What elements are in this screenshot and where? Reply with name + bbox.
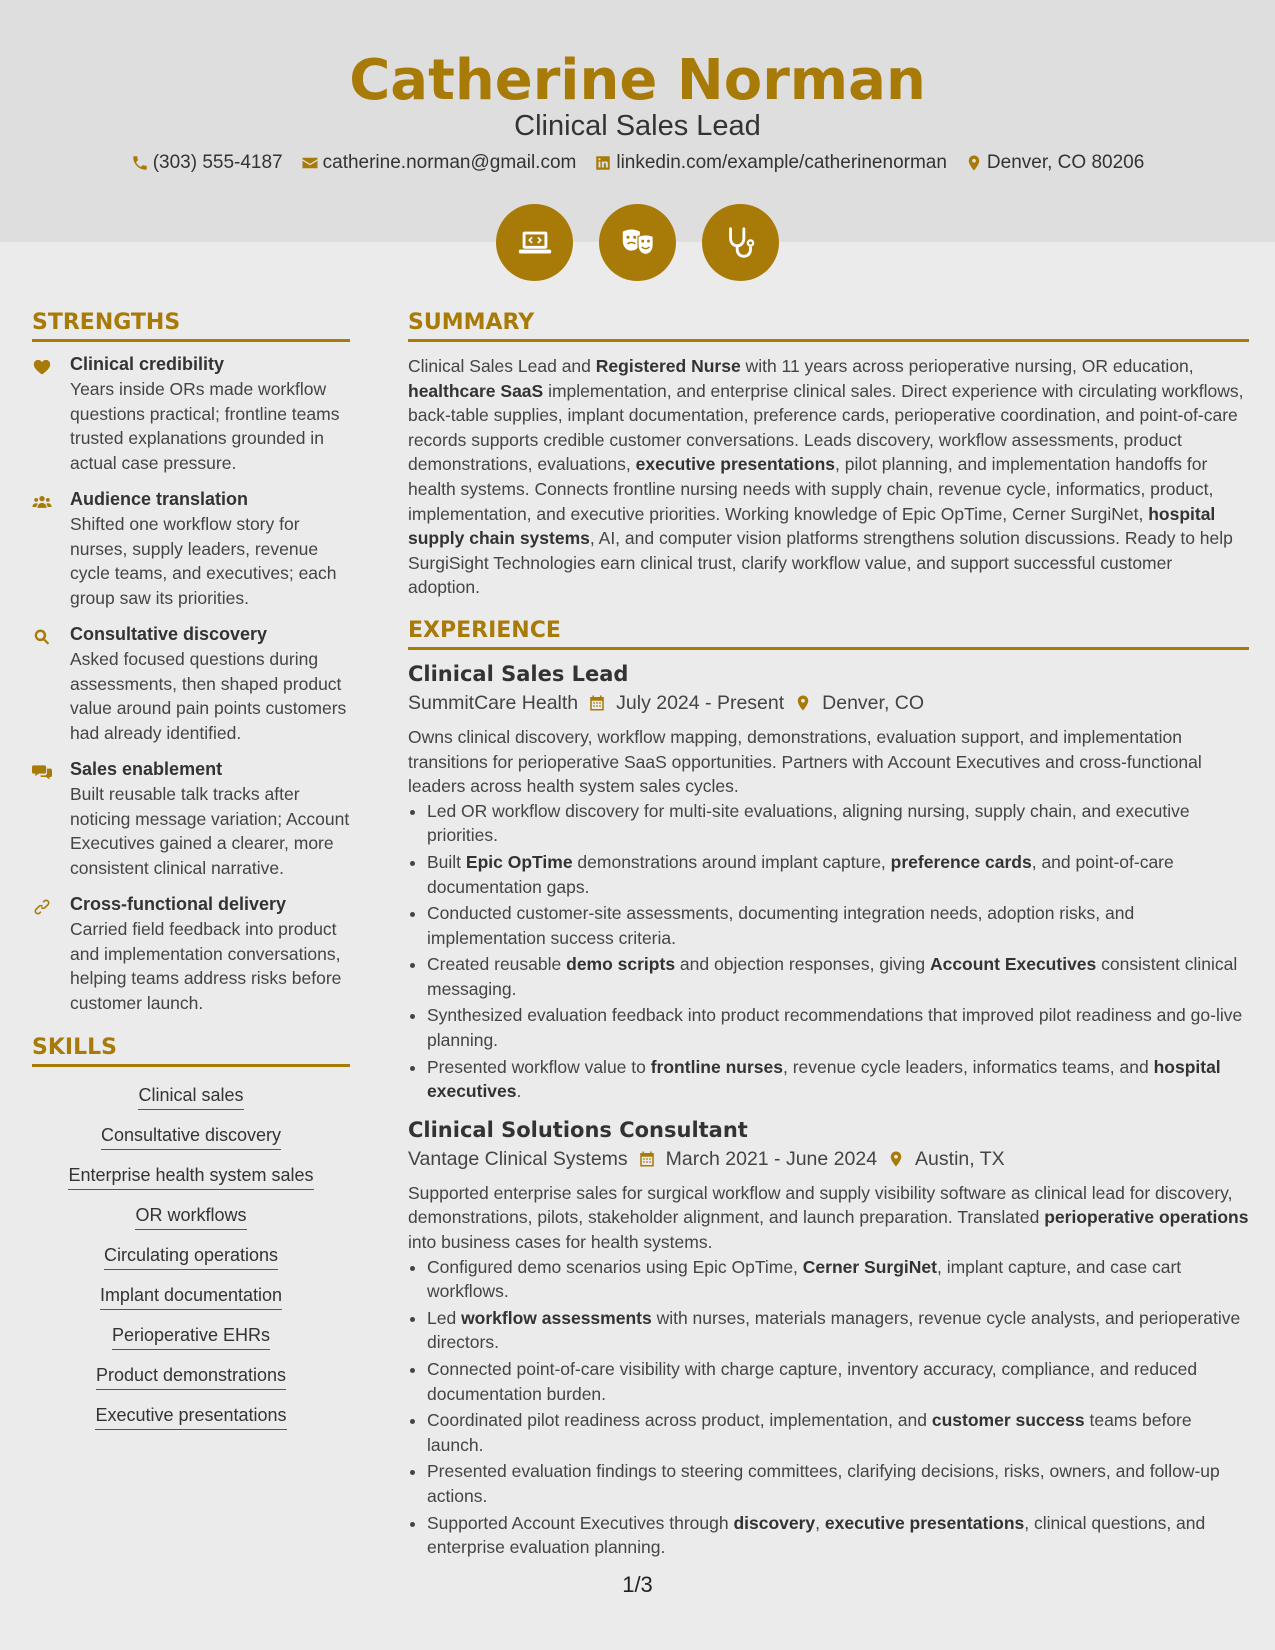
text-segment: demonstrations around implant capture, xyxy=(572,851,891,872)
strength-description: Shifted one workflow story for nurses, supply leaders, revenue cycle teams, and executives; each group saw its priorities. xyxy=(70,514,337,608)
text-segment: Connected point-of-care visibility with charge capture, inventory accuracy, compliance, and reduced documentation burden. xyxy=(427,1359,1198,1404)
text-segment: . xyxy=(516,1081,522,1102)
text-segment: , pilot planning, and implementation handoffs for health systems. Connects frontline nursing needs with supply chain, revenue cycle, informatics, product, implementation, and executive priorities. Working knowledge of Epic OpTime, Cerner SurgiNet, xyxy=(408,454,1214,524)
skill-item: Implant documentation xyxy=(100,1285,282,1310)
text-segment: , clinical questions, and enterprise evaluation planning. xyxy=(427,1512,1206,1558)
bullet-item xyxy=(427,901,1249,950)
skill-item: Executive presentations xyxy=(95,1405,286,1430)
page-number: 1/3 xyxy=(622,1572,653,1597)
company-name: Vantage Clinical Systems xyxy=(408,1147,628,1170)
text-segment: with nurses, materials managers, revenue cycle analysts, and perioperative directors. xyxy=(427,1307,1241,1353)
map-pin-icon xyxy=(887,1150,905,1168)
job-entry xyxy=(408,662,1249,1104)
text-segment: , AI, and computer vision platforms strengthens solution discussions. Ready to help SurgiSight Technologies earn clinical trust, clarify workflow value, and support successful customer adoption. xyxy=(408,528,1233,598)
search-icon xyxy=(32,624,56,745)
bold-text: healthcare SaaS xyxy=(408,380,544,401)
job-location: Denver, CO xyxy=(822,691,925,714)
email-text: catherine.norman@gmail.com xyxy=(322,152,577,173)
bold-text: preference cards xyxy=(890,851,1032,872)
bold-text: Registered Nurse xyxy=(595,356,741,376)
strength-description: Years inside ORs made workflow questions practical; frontline teams trusted explanations grounded in actual case pressure. xyxy=(70,379,340,473)
skills-heading: SKILLS xyxy=(32,1035,350,1067)
envelope-icon xyxy=(301,154,319,172)
text-segment: Built xyxy=(427,851,466,872)
location-text: Denver, CO 80206 xyxy=(986,152,1145,173)
strength-item xyxy=(32,489,350,610)
bullet-item xyxy=(427,1459,1249,1508)
text-segment: , and point-of-care documentation gaps. xyxy=(427,851,1174,897)
phone-icon xyxy=(131,154,149,172)
contact-email[interactable] xyxy=(301,152,577,174)
theater-masks-icon xyxy=(599,204,676,281)
company-name: SummitCare Health xyxy=(408,691,579,714)
phone-text: (303) 555-4187 xyxy=(152,152,283,173)
strength-description: Asked focused questions during assessments, then shaped product value around pain points customers had already identified. xyxy=(70,649,347,743)
job-dates: July 2024 - Present xyxy=(616,691,785,714)
stethoscope-icon xyxy=(702,204,779,281)
bold-text: executive presentations xyxy=(635,454,836,475)
text-segment: , xyxy=(815,1512,825,1533)
skill-item: Clinical sales xyxy=(138,1085,243,1110)
linkedin-icon xyxy=(594,154,612,172)
experience-heading: EXPERIENCE xyxy=(408,618,1249,650)
bold-text: customer success xyxy=(931,1410,1085,1431)
skill-item: Circulating operations xyxy=(104,1245,278,1270)
job-title: Clinical Sales Lead xyxy=(408,661,629,686)
calendar-icon xyxy=(588,694,606,712)
bullet-item xyxy=(427,1357,1249,1406)
job-meta xyxy=(408,1148,1249,1171)
job-description xyxy=(408,1181,1249,1255)
strengths-heading: STRENGTHS xyxy=(32,310,350,342)
skill-item: Enterprise health system sales xyxy=(68,1165,313,1190)
text-segment: into business cases for health systems. xyxy=(408,1232,713,1253)
bullet-item xyxy=(427,1306,1249,1355)
text-segment: Coordinated pilot readiness across product, implementation, and xyxy=(427,1410,932,1431)
summary-text xyxy=(408,354,1249,600)
text-segment: Clinical Sales Lead and xyxy=(408,356,596,376)
bold-text: Account Executives xyxy=(929,954,1097,975)
job-entry xyxy=(408,1118,1249,1560)
link-icon xyxy=(32,894,56,1015)
strength-title: Sales enablement xyxy=(70,759,223,779)
bold-text: perioperative operations xyxy=(1044,1207,1249,1228)
map-pin-icon xyxy=(965,154,983,172)
strengths-list xyxy=(32,354,350,1015)
text-segment: consistent clinical messaging. xyxy=(427,954,1238,999)
text-segment: Led xyxy=(427,1307,462,1328)
heart-icon xyxy=(32,354,56,475)
laptop-code-icon xyxy=(496,204,573,281)
text-segment: Led OR workflow discovery for multi-site evaluations, aligning nursing, supply chain, and executive priorities. xyxy=(427,800,1190,846)
summary-heading: SUMMARY xyxy=(408,310,1249,342)
job-bullets xyxy=(408,799,1249,1104)
job-location: Austin, TX xyxy=(915,1147,1005,1170)
text-segment: Created reusable xyxy=(427,954,567,975)
skill-item: Consultative discovery xyxy=(101,1125,281,1150)
text-segment: , revenue cycle leaders, informatics teams, and xyxy=(782,1056,1154,1077)
map-pin-icon xyxy=(794,694,812,712)
text-segment: Presented workflow value to xyxy=(427,1056,651,1077)
bold-text: hospital executives xyxy=(427,1056,1221,1102)
candidate-name: Catherine Norman xyxy=(349,48,926,113)
skill-item: OR workflows xyxy=(135,1205,246,1230)
strength-item xyxy=(32,624,350,745)
text-segment: , implant capture, and case cart workflows. xyxy=(427,1256,1182,1302)
contact-bar xyxy=(0,152,1275,174)
bold-text: executive presentations xyxy=(824,1512,1025,1533)
bold-text: discovery xyxy=(733,1512,816,1533)
bullet-item xyxy=(427,799,1249,848)
contact-phone[interactable] xyxy=(131,152,283,174)
right-column xyxy=(408,310,1249,1562)
job-meta xyxy=(408,692,1249,715)
text-segment: Configured demo scenarios using Epic OpTime, xyxy=(427,1256,803,1277)
bold-text: workflow assessments xyxy=(461,1307,652,1328)
bold-text: hospital supply chain systems xyxy=(408,503,1216,549)
job-title: Clinical Solutions Consultant xyxy=(408,1117,748,1142)
strength-item xyxy=(32,894,350,1015)
skills-list xyxy=(32,1085,350,1445)
calendar-icon xyxy=(638,1150,656,1168)
candidate-role: Clinical Sales Lead xyxy=(514,110,761,142)
experience-list xyxy=(408,662,1249,1560)
text-segment: and objection responses, giving xyxy=(675,954,930,975)
strength-item xyxy=(32,759,350,880)
text-segment: teams before launch. xyxy=(427,1410,1192,1455)
strength-title: Consultative discovery xyxy=(70,624,268,644)
strength-description: Carried field feedback into product and implementation conversations, helping teams address risks before customer launch. xyxy=(70,919,342,1013)
text-segment: Supported Account Executives through xyxy=(427,1512,734,1533)
strength-title: Clinical credibility xyxy=(70,354,225,374)
skill-item: Perioperative EHRs xyxy=(112,1325,270,1350)
strength-description: Built reusable talk tracks after noticing message variation; Account Executives gained a clearer, more consistent clinical narrative. xyxy=(70,784,350,878)
bullet-item xyxy=(427,850,1249,899)
text-segment: Presented evaluation findings to steering committees, clarifying decisions, risks, owners, and follow-up actions. xyxy=(427,1461,1220,1506)
bullet-item xyxy=(427,1003,1249,1052)
interest-icons xyxy=(0,204,1275,281)
bold-text: Epic OpTime xyxy=(465,851,573,872)
job-dates: March 2021 - June 2024 xyxy=(665,1147,878,1170)
bullet-item xyxy=(427,1511,1249,1560)
bold-text: demo scripts xyxy=(566,954,676,975)
linkedin-text: linkedin.com/example/catherinenorman xyxy=(616,152,947,173)
text-segment: Supported enterprise sales for surgical workflow and supply visibility software as clinical lead for discovery, demonstrations, pilots, stakeholder alignment, and launch preparation. Translated xyxy=(408,1182,1233,1228)
text-segment: Synthesized evaluation feedback into product recommendations that improved pilot readiness and go-live planning. xyxy=(427,1005,1243,1051)
bullet-item xyxy=(427,1255,1249,1304)
bullet-item xyxy=(427,1055,1249,1104)
left-column xyxy=(32,310,350,1445)
text-segment: with 11 years across perioperative nursing, OR education, xyxy=(740,356,1194,376)
skill-item: Product demonstrations xyxy=(96,1365,286,1390)
strength-title: Audience translation xyxy=(70,489,249,509)
contact-location xyxy=(965,152,1144,174)
bold-text: Cerner SurgiNet xyxy=(802,1256,937,1277)
job-description xyxy=(408,725,1249,799)
bold-text: frontline nurses xyxy=(650,1056,783,1077)
text-segment: Conducted customer-site assessments, documenting integration needs, adoption risks, and implementation success criteria. xyxy=(427,903,1135,948)
contact-linkedin[interactable] xyxy=(594,152,947,174)
strength-title: Cross-functional delivery xyxy=(70,894,287,914)
bullet-item xyxy=(427,952,1249,1001)
strength-item xyxy=(32,354,350,475)
comments-icon xyxy=(32,759,56,880)
text-segment: Owns clinical discovery, workflow mapping, demonstrations, evaluation support, and implementation transitions for perioperative SaaS opportunities. Partners with Account Executives and cross-functional leaders across health system sales cycles. xyxy=(408,726,1202,797)
job-bullets xyxy=(408,1255,1249,1560)
bullet-item xyxy=(427,1408,1249,1457)
users-icon xyxy=(32,489,56,610)
text-segment: implementation, and enterprise clinical sales. Direct experience with circulating workflows, back-table supplies, implant documentation, preference cards, perioperative coordination, and point-of-care records supports credible customer conversations. Leads discovery, workflow assessments, product demonstrations, evaluations, xyxy=(408,380,1244,475)
